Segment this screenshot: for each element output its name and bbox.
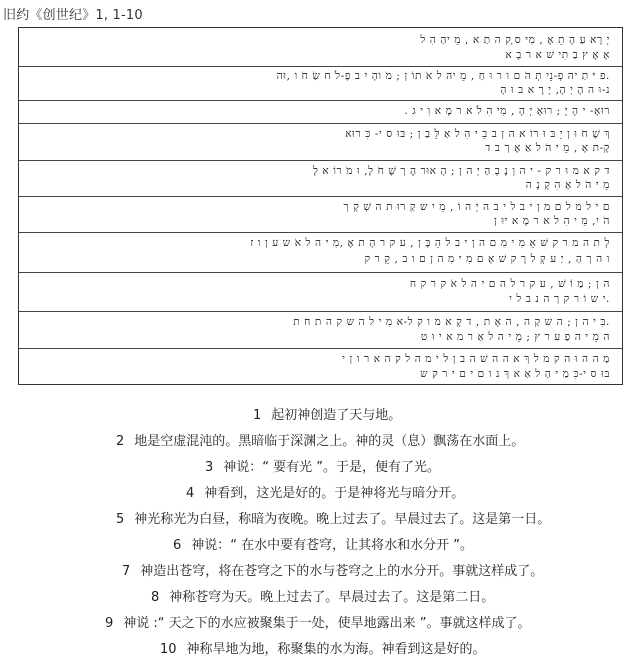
hebrew-line: ךְ שֶׁ חֹ וּ ן יֵ בּ וּ רוֹ א ה ן ב בֵ י הִ ל אַ לֵּ בַ ן ; בּוּ ס י- כִּ רוּא [345, 128, 610, 140]
verse-number: 2 [116, 434, 125, 449]
verse-text: 神光称光为白昼，称暗为夜晚。晚上过去了。早晨过去了。这是第一日。 [134, 512, 551, 527]
verse-text: 起初神创造了天与地。 [271, 408, 402, 423]
verse-line [116, 508, 550, 527]
verse-text: 神说：“ 要有光 ”。于是，便有了光。 [223, 460, 441, 475]
page-title: 旧约《创世纪》1, 1-10 [3, 8, 143, 23]
verse-line [116, 430, 524, 449]
hebrew-line: הֹ יִ, מֵ י הִ ל א ר מָ א יוּ ן [494, 215, 610, 227]
hebrew-verse-row [19, 196, 622, 233]
hebrew-verse-row [19, 232, 622, 273]
verse-number: 6 [173, 538, 182, 553]
verse-text: 地是空虚混沌的。黑暗临于深渊之上。神的灵（息）飘荡在水面上。 [134, 434, 525, 449]
verse-number: 3 [205, 460, 214, 475]
hebrew-line: ה מֵ י ה פַ ע ר ץ ; מֵ י ה ל אַ ר מ א י וּ ט [420, 331, 610, 343]
hebrew-verse-row [19, 123, 622, 161]
verse-number: 10 [160, 642, 177, 657]
verse-line [105, 612, 531, 631]
hebrew-verse-row [19, 311, 622, 349]
verse-line [253, 404, 401, 423]
verse-line [122, 560, 543, 579]
hebrew-verse-row [19, 160, 622, 197]
verse-number: 9 [105, 616, 114, 631]
verse-text: 神看到，这光是好的。于是神将光与暗分开。 [204, 486, 465, 501]
hebrew-line: נ-וּ ה הָ יְ הָ, יָ רָ א ב וּ הָ [500, 84, 610, 96]
verse-line [186, 482, 464, 501]
hebrew-line: ד ק א מ וּ ר ק - י ה וְ נָ בְ הַ יְ ה ן ; הָ אוּר הֶ ך שֶׁ חֹ לָ, וּ מֹ רוֹ א לָ [312, 165, 610, 177]
hebrew-verse-row [19, 272, 622, 312]
verse-number: 4 [186, 486, 195, 501]
hebrew-line: לְ ת ה מ ר ק שׁ אֵ מִ י מִ ם ה ן י ב ל הֵ בָּ ן , ע ק ר הָ ת אֶ ,מִ י ה ל אֹ ש ע ן ו ז [250, 237, 610, 249]
hebrew-verse-row [19, 100, 622, 124]
verse-number: 1 [253, 408, 262, 423]
hebrew-line: רוּאָ- י הָ יָ ; רוּאָ יְ הָ , מִי הִ לֹ א ר מָ א וִ י ג . [404, 105, 610, 117]
hebrew-line: .פ יּ תַ יה פְ-נֵי תְ הֹ ם ו ר וּ חַ , מֵ יה ל אֹ תוֹ ן ; מֹ והָ יִ ב פָ-לֹ ח שַׂ חֹ ו ,וּה [276, 70, 610, 82]
hebrew-line: ו ה ך הַ , יַ ע קְ ל רָ ק שׁ אָ ם מִ י מִ ה ן ם ו ב , קֵ ר ק [364, 253, 610, 265]
hebrew-line: קָ-ת אָ , מֵ י הֹ ל אַ אֶ ך ב ד [485, 142, 610, 154]
verse-line [160, 638, 486, 657]
verse-number: 8 [151, 590, 160, 605]
verse-number: 7 [122, 564, 131, 579]
hebrew-line: בּוּ ס י-כִּ מַ י הַ ל אַ א ךְ נ ו ם י ם י ר ק ש [420, 368, 610, 380]
hebrew-line: מַ ה ה וּ ה ק מ ל ךְ א ה ה שׁ ה ב ן ל י מ ה ל ק ה א ר ו ן י [342, 353, 610, 365]
hebrew-line: אָ אֶ ץ בַ תִי שׁ א ר בָ א [505, 49, 610, 61]
verse-text: 神称旱地为地，称聚集的水为海。神看到这是好的。 [186, 642, 486, 657]
hebrew-verse-row [19, 66, 622, 101]
hebrew-verse-row [19, 348, 622, 384]
verse-line [151, 586, 494, 605]
verse-line [205, 456, 440, 475]
hebrew-line: .י ש וֹ ר ק ך ה נ ב ל יִ [509, 293, 610, 305]
hebrew-line: יְ רָא עַ הָ תֵ אָ , מִי ס ָק ה תַ א , מֵ יהַ הִ ל [420, 34, 610, 46]
verse-text: 神造出苍穹，将在苍穹之下的水与苍穹之上的水分开。事就这样成了。 [140, 564, 544, 579]
hebrew-verse-row [19, 28, 622, 67]
hebrew-line: מֵ י הֹ ל אַ הִ קְ נָ ה [525, 179, 610, 191]
hebrew-line: ה ן ; מַ וֹ שׁ , ע ק ר ל ה ם י ה ל אֹ ק ר ק ח [409, 278, 610, 290]
hebrew-line: ם י ל מ ל ם מ ן י ב ל י ב ה יְ ה וֹ , מֵ יִ ש קַ רוּ ת ה שְׁ קְ ך [343, 201, 610, 213]
hebrew-line: .בִּ י ה ן ; ה ש קַ ה , ה אָ ת , ד קְ א מ ו ק ל-א מִ י ל ה ש ק ה ת ח ת [293, 316, 610, 328]
verse-text: 神说 :“ 天之下的水应被聚集于一处，使旱地露出来 ”。事就这样成了。 [123, 616, 531, 631]
verse-number: 5 [116, 512, 125, 527]
hebrew-text-table [18, 27, 623, 385]
verse-text: 神说：“ 在水中要有苍穹，让其将水和水分开 ”。 [191, 538, 474, 553]
verse-line [173, 534, 473, 553]
verse-text: 神称苍穹为天。晚上过去了。早晨过去了。这是第二日。 [169, 590, 495, 605]
